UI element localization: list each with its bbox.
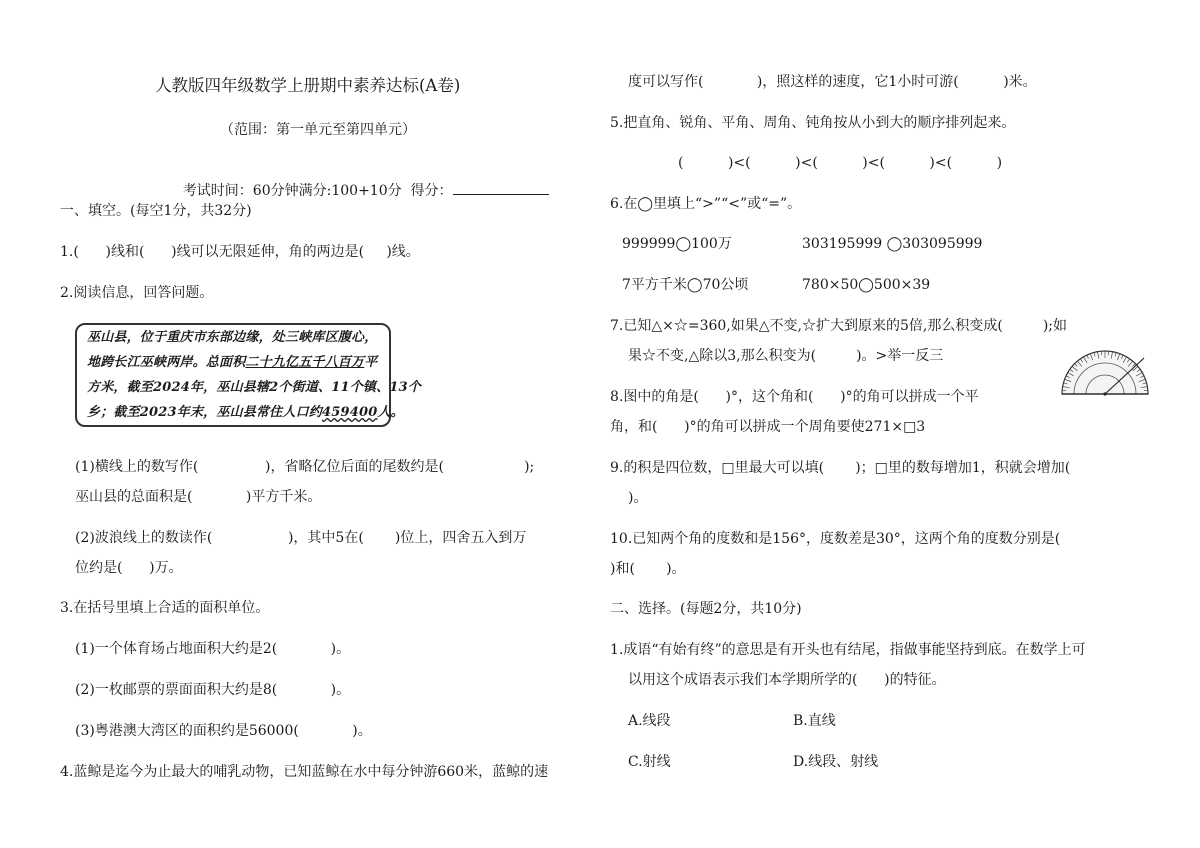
info-box-line-4-start: 乡；截至2023年末，巫山县常住人口约 bbox=[87, 405, 322, 420]
info-box-line-4 bbox=[87, 404, 404, 422]
question-3-2: (2)一枚邮票的票面面积大约是8( )。 bbox=[75, 682, 351, 698]
question-2-2-line-2: 位约是( )万。 bbox=[75, 560, 183, 576]
question-1: 1.( )线和( )线可以无限延伸，角的两边是( )线。 bbox=[60, 244, 420, 260]
question-4-continued: 度可以写作( )，照这样的速度，它1小时可游( )米。 bbox=[628, 74, 1037, 90]
question-8-line-2: 角，和( )°的角可以拼成一个周角要使271×□3 bbox=[610, 419, 926, 435]
question-7-line-2: 果☆不变,△除以3,那么积变为( )。>举一反三 bbox=[628, 348, 944, 364]
section-2-heading: 二、选择。(每题2分，共10分) bbox=[610, 601, 802, 617]
info-box-line-4-end: 人。 bbox=[377, 405, 404, 420]
question-9-line-1: 9.的积是四位数，□里最大可以填( )；□里的数每增加1，积就会增加( bbox=[610, 460, 1071, 476]
question-3-1: (1)一个体育场占地面积大约是2( )。 bbox=[75, 641, 351, 657]
option-b: B.直线 bbox=[793, 713, 836, 729]
section-1-heading: 一、填空。(每空1分，共32分) bbox=[60, 203, 252, 219]
question-10-line-1: 10.已知两个角的度数和是156°，度数差是30°，这两个角的度数分别是( bbox=[610, 531, 1061, 547]
option-a: A.线段 bbox=[628, 713, 671, 729]
question-6-c: 7平方千米◯70公顷 bbox=[622, 277, 749, 293]
option-d: D.线段、射线 bbox=[793, 754, 879, 770]
question-6-b: 303195999 ◯303095999 bbox=[802, 236, 983, 252]
underlined-number: 二十九亿五千八百万 bbox=[245, 355, 365, 370]
info-box-line-1: 巫山县，位于重庆市东部边缘，处三峡库区腹心， bbox=[87, 330, 378, 345]
info-box bbox=[75, 323, 422, 427]
question-2-1-line-1: (1)横线上的数写作( )，省略亿位后面的尾数约是( ); bbox=[75, 459, 535, 475]
protractor-icon bbox=[1060, 346, 1150, 398]
question-3-3: (3)粤港澳大湾区的面积约是56000( )。 bbox=[75, 723, 372, 739]
wavy-number: 459400 bbox=[321, 405, 378, 420]
choice-question-1-line-2: 以用这个成语表示我们本学期所学的( )的特征。 bbox=[628, 672, 946, 688]
right-column bbox=[610, 0, 1170, 848]
question-5-blanks: ( )<( )<( )<( )<( ) bbox=[678, 155, 1003, 171]
question-7-line-1: 7.已知△×☆=360,如果△不变,☆扩大到原来的5倍,那么积变成( );如 bbox=[610, 318, 1068, 334]
question-5: 5.把直角、锐角、平角、周角、钝角按从小到大的顺序排列起来。 bbox=[610, 115, 1016, 131]
info-box-line-2 bbox=[87, 354, 377, 372]
question-6-a: 999999◯100万 bbox=[622, 236, 732, 252]
left-column bbox=[55, 0, 615, 848]
exam-range: （范围：第一单元至第四单元） bbox=[220, 122, 416, 138]
exam-title: 人教版四年级数学上册期中素养达标(A卷) bbox=[155, 76, 461, 95]
question-8-line-1: 8.图中的角是( )°，这个角和( )°的角可以拼成一个平 bbox=[610, 389, 979, 405]
question-2-2-line-1: (2)波浪线上的数读作( )，其中5在( )位上，四舍五入到万 bbox=[75, 530, 527, 546]
question-9-line-2: )。 bbox=[628, 490, 648, 506]
score-blank[interactable] bbox=[453, 180, 549, 195]
question-3: 3.在括号里填上合适的面积单位。 bbox=[60, 600, 270, 616]
protractor-center bbox=[1103, 392, 1106, 395]
question-2: 2.阅读信息，回答问题。 bbox=[60, 285, 214, 301]
question-4: 4.蓝鲸是迄今为止最大的哺乳动物，已知蓝鲸在水中每分钟游660米，蓝鲸的速 bbox=[60, 764, 549, 780]
question-2-1-line-2: 巫山县的总面积是( )平方千米。 bbox=[75, 489, 322, 505]
info-box-line-3: 方米，截至2024年，巫山县辖2个街道、11个镇、13个 bbox=[87, 380, 422, 395]
question-6-d: 780×50◯500×39 bbox=[802, 277, 931, 293]
question-6: 6.在◯里填上“>”“<”或“=”。 bbox=[610, 196, 802, 212]
choice-question-1-line-1: 1.成语“有始有终”的意思是有开头也有结尾，指做事能坚持到底。在数学上可 bbox=[610, 642, 1086, 658]
info-box-line-2-start: 地跨长江巫峡两岸。总面积 bbox=[87, 355, 246, 370]
exam-info-text: 考试时间：60分钟满分:100+10分 得分： bbox=[182, 183, 453, 199]
option-c: C.射线 bbox=[628, 754, 671, 770]
info-box-line-2-end: 平 bbox=[364, 355, 378, 370]
question-10-line-2: )和( )。 bbox=[610, 561, 686, 577]
